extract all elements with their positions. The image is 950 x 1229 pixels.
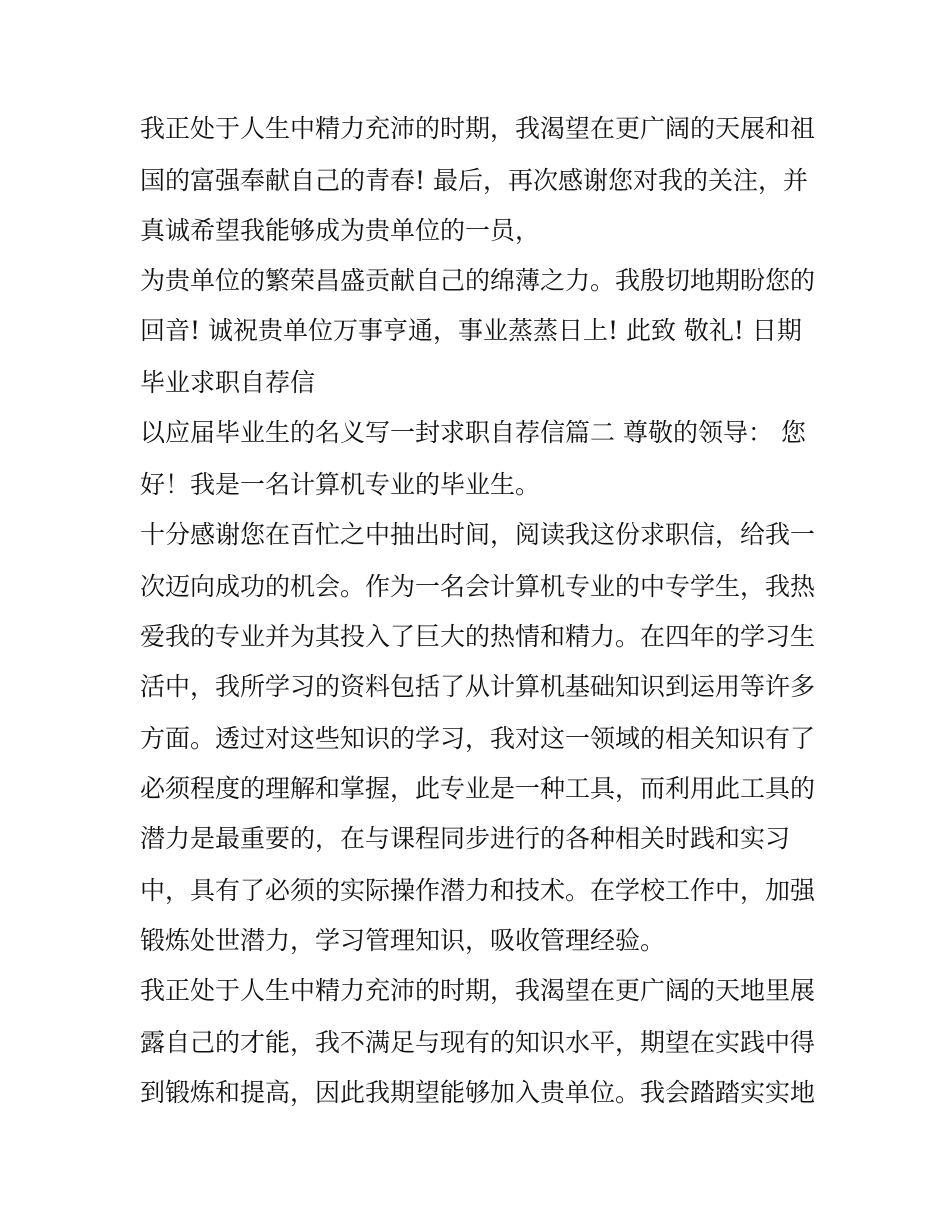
text-line: 次迈向成功的机会。作为一名会计算机专业的中专学生，我热 <box>140 572 816 601</box>
text-line: 爱我的专业并为其投入了巨大的热情和精力。在四年的学习生 <box>140 622 816 651</box>
text-line: 回音! 诚祝贵单位万事亨通，事业蒸蒸日上! 此致 敬礼! 日期 <box>140 316 802 345</box>
text-line: 潜力是最重要的，在与课程同步进行的各种相关时践和实习 <box>140 824 791 853</box>
text-line: 我正处于人生中精力充沛的时期，我渴望在更广阔的天地里展 <box>140 976 816 1005</box>
text-line: 为贵单位的繁荣昌盛贡献自己的绵薄之力。我殷切地期盼您的 <box>140 266 816 295</box>
text-line: 好！我是一名计算机专业的毕业生。 <box>140 470 541 499</box>
text-line: 十分感谢您在百忙之中抽出时间，阅读我这份求职信，给我一 <box>140 520 816 549</box>
text-line: 露自己的才能，我不满足与现有的知识水平，期望在实践中得 <box>140 1028 816 1057</box>
text-line: 真诚希望我能够成为贵单位的一员， <box>140 216 541 245</box>
text-line: 国的富强奉献自己的青春! 最后，再次感谢您对我的关注，并 <box>140 166 808 195</box>
text-line: 到锻炼和提高，因此我期望能够加入贵单位。我会踏踏实实地 <box>140 1078 816 1107</box>
text-line: 方面。透过对这些知识的学习，我对这一领域的相关知识有了 <box>140 724 816 753</box>
text-line: 中，具有了必须的实际操作潜力和技术。在学校工作中，加强 <box>140 876 816 905</box>
text-line: 活中，我所学习的资料包括了从计算机基础知识到运用等许多 <box>140 672 816 701</box>
text-line: 我正处于人生中精力充沛的时期，我渴望在更广阔的天展和祖 <box>140 114 816 143</box>
text-line: 必须程度的理解和掌握，此专业是一种工具，而利用此工具的 <box>140 774 816 803</box>
section-heading: 毕业求职自荐信 <box>140 368 316 397</box>
text-line: 锻炼处世潜力，学习管理知识，吸收管理经验。 <box>140 926 666 955</box>
text-line: 以应届毕业生的名义写一封求职自荐信篇二 尊敬的领导： 您 <box>140 418 806 447</box>
